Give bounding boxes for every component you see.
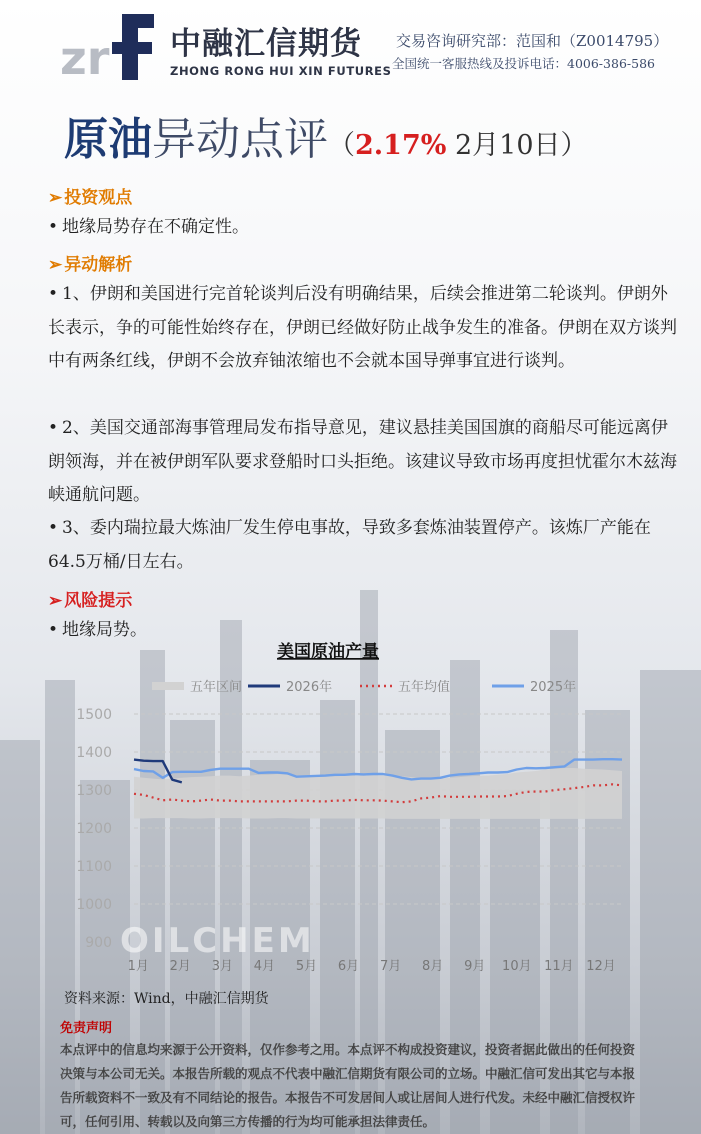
x-tick-label: 1月 — [127, 959, 149, 974]
section-heading-analysis: ➢ 异动解析 — [48, 255, 133, 275]
chart-source: 资料来源：Wind，中融汇信期货 — [64, 991, 269, 1007]
title-paren-close: ） — [560, 130, 588, 161]
company-name-en: ZHONG RONG HUI XIN FUTURES — [170, 64, 392, 78]
y-tick-label: 1100 — [76, 859, 112, 875]
hotline-contact: 全国统一客服热线及投诉电话：4006-386-586 — [392, 56, 655, 71]
legend-label: 五年均值 — [398, 680, 451, 695]
x-tick-label: 3月 — [211, 959, 233, 974]
analysis-item-2: • 2、美国交通部海事管理局发布指导意见，建议悬挂美国国旗的商船尽可能远离伊朗领海，并在被伊朗军队要求登船时口头拒绝。该建议导致市场再度担忧霍尔木兹海峡通航问题。 — [48, 418, 677, 505]
x-tick-label: 4月 — [253, 959, 276, 974]
chart-svg — [60, 630, 640, 980]
arrow-icon: ➢ — [48, 255, 63, 275]
title-paren-open: （ — [328, 130, 355, 161]
x-tick-label: 12月 — [586, 959, 616, 974]
y-tick-label: 1500 — [76, 707, 112, 723]
company-name-cn: 中融汇信期货 — [170, 26, 362, 62]
x-tick-label: 5月 — [295, 959, 318, 974]
legend-label: 五年区间 — [190, 680, 243, 695]
analyst-contact: 交易咨询研究部：范国和（Z0014795） — [396, 32, 669, 50]
x-tick-label: 8月 — [422, 959, 444, 974]
title-date: 2月10日 — [446, 130, 561, 161]
analysis-item-1: • 1、伊朗和美国进行完首轮谈判后没有明确结果，后续会推进第二轮谈判。伊朗外长表示，争的可能性始终存在，伊朗已经做好防止战争发生的准备。伊朗在双方谈判中有两条红线，伊朗不会放弃铀浓缩也不会就本国导弹事宜进行谈判。 — [48, 284, 677, 371]
disclaimer-title: 免责声明 — [60, 1021, 113, 1036]
legend-swatch-band — [152, 682, 184, 690]
analysis-item-3: • 3、委内瑞拉最大炼油厂发生停电事故，导致多套炼油装置停产。该炼厂产能在64.5万桶/日左右。 — [48, 518, 651, 572]
disclaimer-text: 本点评中的信息均来源于公开资料，仅作参考之用。本点评不构成投资建议，投资者据此做出的任何投资决策与本公司无关。本报告所载的观点不代表中融汇信期货有限公司的立场。中融汇信可发出其它与本报告所载资料不一致及有不同结论的报告。本报告不可发居间人或让居间人进行代发。未经中融汇信授权许可，任何引用、转载以及向第三方传播的行为均可能承担法律责任。 — [60, 1042, 636, 1129]
risk-text: • 地缘局势。 — [48, 620, 147, 640]
legend-label: 2025年 — [530, 680, 577, 695]
title-commodity: 原油 — [64, 114, 152, 165]
x-tick-label: 2月 — [169, 959, 191, 974]
x-tick-label: 6月 — [337, 959, 360, 974]
y-tick-label: 1200 — [76, 821, 112, 837]
y-tick-label: 1300 — [76, 783, 112, 799]
series-five-year-range — [134, 768, 622, 819]
section-heading-view: ➢ 投资观点 — [48, 188, 133, 208]
view-text: • 地缘局势存在不确定性。 — [48, 217, 249, 237]
section-heading-risk: ➢ 风险提示 — [48, 591, 133, 611]
svg-text:zr: zr — [60, 31, 110, 84]
x-tick-label: 11月 — [544, 959, 574, 974]
legend-label: 2026年 — [286, 680, 333, 695]
company-logo-mark — [60, 12, 160, 84]
title-change-percent: 2.17% — [355, 130, 447, 161]
arrow-icon: ➢ — [48, 591, 63, 611]
y-tick-label: 1000 — [76, 897, 112, 913]
x-tick-label: 7月 — [379, 959, 402, 974]
crude-production-chart — [60, 630, 640, 980]
page-title — [64, 112, 588, 174]
chart-title: 美国原油产量 — [277, 642, 379, 662]
y-tick-label: 1400 — [76, 745, 112, 761]
x-tick-label: 9月 — [464, 959, 486, 974]
y-tick-label: 900 — [85, 935, 112, 951]
page-header — [0, 0, 701, 100]
x-tick-label: 10月 — [502, 959, 532, 974]
arrow-icon: ➢ — [48, 188, 63, 208]
chart-watermark: OILCHEM — [120, 921, 315, 961]
title-type: 异动点评 — [152, 114, 328, 165]
